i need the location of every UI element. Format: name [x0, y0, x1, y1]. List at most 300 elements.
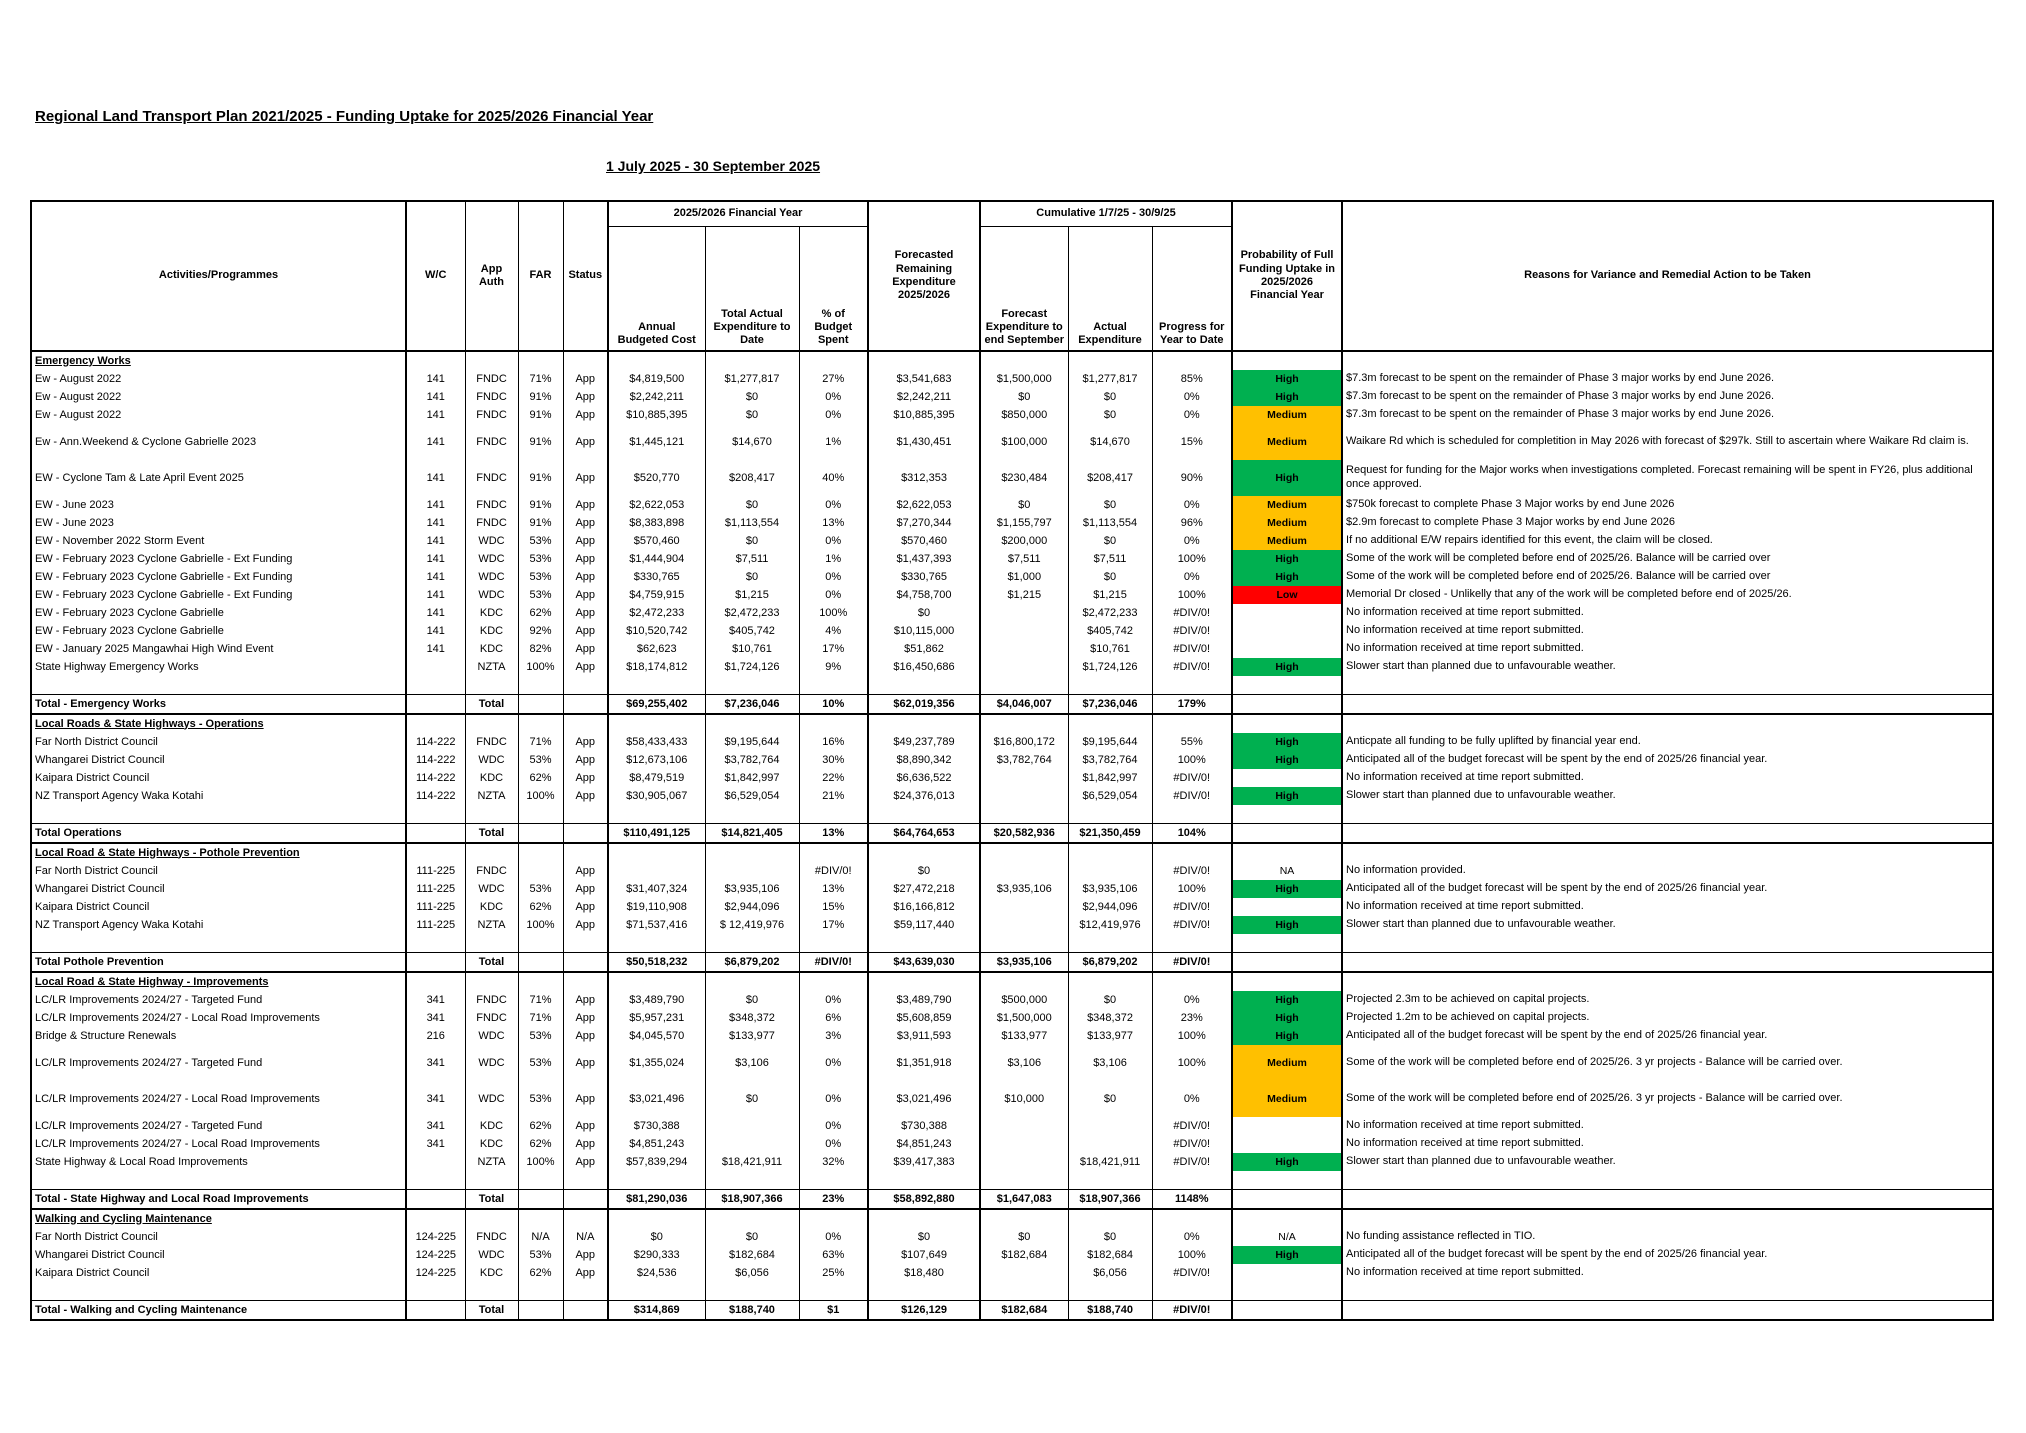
- table-row: [31, 640, 1993, 658]
- cell-budget: [608, 1171, 705, 1190]
- cell-actual: [1068, 1135, 1152, 1153]
- cell-actual: [1068, 805, 1152, 824]
- table-row: [31, 916, 1993, 934]
- cell-prog: [1152, 676, 1232, 695]
- cell-name: EW - June 2023: [31, 496, 406, 514]
- cell-auth: KDC: [465, 769, 518, 787]
- cell-status: App: [563, 1117, 608, 1135]
- cell-wc: 111-225: [406, 898, 465, 916]
- cell-sep: [980, 1282, 1068, 1301]
- cell-actual: $1,113,554: [1068, 514, 1152, 532]
- cell-sep: $0: [980, 1228, 1068, 1246]
- cell-rem: $51,862: [868, 640, 980, 658]
- cell-name: Kaipara District Council: [31, 1264, 406, 1282]
- cell-budget: $12,673,106: [608, 751, 705, 769]
- cell-actual: [1068, 843, 1152, 862]
- cell-wc: 341: [406, 991, 465, 1009]
- cell-wc: 114-222: [406, 733, 465, 751]
- cell-budget: $4,759,915: [608, 586, 705, 604]
- cell-far: 91%: [518, 388, 563, 406]
- cell-name: EW - February 2023 Cyclone Gabrielle - Ext Funding: [31, 550, 406, 568]
- cell-budget: [608, 714, 705, 733]
- cell-rem: $8,890,342: [868, 751, 980, 769]
- cell-prog: 100%: [1152, 1045, 1232, 1081]
- cell-name: LC/LR Improvements 2024/27 - Targeted Fund: [31, 1045, 406, 1081]
- cell-sep: [980, 1153, 1068, 1171]
- cell-name: Local Roads & State Highways - Operations: [31, 714, 406, 733]
- cell-far: [518, 676, 563, 695]
- cell-auth: KDC: [465, 1117, 518, 1135]
- col-header-forecast-exp-september: Forecast Expenditure to end September: [980, 227, 1068, 351]
- cell-pct: 21%: [799, 787, 868, 805]
- cell-name: Whangarei District Council: [31, 880, 406, 898]
- cell-wc: 114-222: [406, 751, 465, 769]
- cell-status: App: [563, 370, 608, 388]
- cell-reason: [1342, 1189, 1993, 1209]
- cell-prog: 100%: [1152, 550, 1232, 568]
- cell-prog: #DIV/0!: [1152, 1300, 1232, 1320]
- cell-sep: [980, 351, 1068, 370]
- cell-prob: High: [1232, 751, 1342, 769]
- cell-sep: $133,977: [980, 1027, 1068, 1045]
- cell-far: [518, 1189, 563, 1209]
- cell-actual: $2,472,233: [1068, 604, 1152, 622]
- cell-pct: 13%: [799, 823, 868, 843]
- cell-pct: 3%: [799, 1027, 868, 1045]
- cell-sep: $1,647,083: [980, 1189, 1068, 1209]
- cell-actual_td: $7,511: [705, 550, 799, 568]
- cell-prog: 0%: [1152, 991, 1232, 1009]
- cell-actual_td: $0: [705, 1081, 799, 1117]
- cell-reason: Memorial Dr closed - Unlikelly that any of the work will be completed before end of 2025/26.: [1342, 586, 1993, 604]
- cell-pct: 15%: [799, 898, 868, 916]
- cell-prog: #DIV/0!: [1152, 604, 1232, 622]
- cell-actual_td: $0: [705, 496, 799, 514]
- cell-far: [518, 805, 563, 824]
- cell-name: [31, 676, 406, 695]
- cell-actual_td: $6,879,202: [705, 952, 799, 972]
- cell-prog: [1152, 934, 1232, 953]
- cell-prog: #DIV/0!: [1152, 916, 1232, 934]
- cell-prob: [1232, 694, 1342, 714]
- cell-auth: WDC: [465, 880, 518, 898]
- cell-sep: $200,000: [980, 532, 1068, 550]
- cell-actual_td: $208,417: [705, 460, 799, 496]
- cell-prob: [1232, 1135, 1342, 1153]
- cell-sep: $1,500,000: [980, 370, 1068, 388]
- cell-actual: $348,372: [1068, 1009, 1152, 1027]
- cell-auth: [465, 972, 518, 991]
- total-row: [31, 694, 1993, 714]
- cell-actual_td: $0: [705, 406, 799, 424]
- cell-pct: [799, 676, 868, 695]
- cell-wc: [406, 1153, 465, 1171]
- cell-reason: $7.3m forecast to be spent on the remainder of Phase 3 major works by end June 2026.: [1342, 370, 1993, 388]
- cell-sep: [980, 1117, 1068, 1135]
- cell-auth: KDC: [465, 622, 518, 640]
- cell-reason: Projected 1.2m to be achieved on capital projects.: [1342, 1009, 1993, 1027]
- cell-sep: [980, 787, 1068, 805]
- cell-actual_td: $10,761: [705, 640, 799, 658]
- cell-name: Ew - August 2022: [31, 388, 406, 406]
- cell-rem: $49,237,789: [868, 733, 980, 751]
- cell-status: [563, 843, 608, 862]
- cell-rem: $730,388: [868, 1117, 980, 1135]
- cell-status: App: [563, 769, 608, 787]
- col-header-reasons: Reasons for Variance and Remedial Action to be Taken: [1342, 201, 1993, 351]
- cell-pct: [799, 1171, 868, 1190]
- cell-prog: 85%: [1152, 370, 1232, 388]
- cell-actual: [1068, 862, 1152, 880]
- cell-prog: #DIV/0!: [1152, 1264, 1232, 1282]
- cell-status: App: [563, 1264, 608, 1282]
- cell-actual_td: $14,821,405: [705, 823, 799, 843]
- cell-auth: [465, 351, 518, 370]
- cell-actual: $18,907,366: [1068, 1189, 1152, 1209]
- cell-rem: $3,541,683: [868, 370, 980, 388]
- cell-sep: [980, 676, 1068, 695]
- cell-pct: 0%: [799, 1045, 868, 1081]
- cell-prob: [1232, 1300, 1342, 1320]
- cell-status: [563, 972, 608, 991]
- cell-wc: 216: [406, 1027, 465, 1045]
- cell-auth: Total: [465, 694, 518, 714]
- cell-prob: High: [1232, 1009, 1342, 1027]
- cell-prog: #DIV/0!: [1152, 640, 1232, 658]
- cell-reason: Some of the work will be completed before end of 2025/26. 3 yr projects - Balance will be carried over.: [1342, 1045, 1993, 1081]
- col-header-progress-ytd: Progress for Year to Date: [1152, 227, 1232, 351]
- cell-far: 91%: [518, 406, 563, 424]
- cell-wc: 124-225: [406, 1246, 465, 1264]
- cell-prob: High: [1232, 658, 1342, 676]
- cell-rem: [868, 805, 980, 824]
- cell-actual: [1068, 1209, 1152, 1228]
- cell-status: [563, 694, 608, 714]
- cell-sep: $182,684: [980, 1300, 1068, 1320]
- cell-name: LC/LR Improvements 2024/27 - Local Road Improvements: [31, 1081, 406, 1117]
- cell-pct: 9%: [799, 658, 868, 676]
- cell-prob: [1232, 1171, 1342, 1190]
- cell-status: [563, 714, 608, 733]
- cell-auth: WDC: [465, 568, 518, 586]
- cell-wc: [406, 934, 465, 953]
- cell-auth: FNDC: [465, 370, 518, 388]
- cell-auth: [465, 934, 518, 953]
- cell-budget: $110,491,125: [608, 823, 705, 843]
- table-row: [31, 586, 1993, 604]
- cell-pct: [799, 843, 868, 862]
- cell-actual: [1068, 676, 1152, 695]
- cell-rem: $24,376,013: [868, 787, 980, 805]
- cell-actual_td: $2,944,096: [705, 898, 799, 916]
- cell-wc: 141: [406, 550, 465, 568]
- cell-auth: NZTA: [465, 1153, 518, 1171]
- cell-prob: [1232, 843, 1342, 862]
- cell-reason: Some of the work will be completed before end of 2025/26. 3 yr projects - Balance will be carried over.: [1342, 1081, 1993, 1117]
- cell-far: 92%: [518, 622, 563, 640]
- cell-auth: FNDC: [465, 991, 518, 1009]
- col-header-total-actual-expenditure: Total Actual Expenditure to Date: [705, 227, 799, 351]
- cell-prob: High: [1232, 568, 1342, 586]
- cell-reason: Anticipated all of the budget forecast will be spent by the end of 2025/26 financial year.: [1342, 1246, 1993, 1264]
- cell-actual_td: [705, 805, 799, 824]
- cell-wc: 111-225: [406, 880, 465, 898]
- cell-actual: $6,879,202: [1068, 952, 1152, 972]
- cell-prob: [1232, 622, 1342, 640]
- cell-prog: 0%: [1152, 1081, 1232, 1117]
- cell-far: 82%: [518, 640, 563, 658]
- table-row: [31, 1228, 1993, 1246]
- col-header-wc: W/C: [406, 201, 465, 351]
- cell-status: App: [563, 622, 608, 640]
- cell-rem: $0: [868, 604, 980, 622]
- cell-prob: High: [1232, 1153, 1342, 1171]
- cell-pct: 0%: [799, 991, 868, 1009]
- cell-prob: [1232, 1189, 1342, 1209]
- cell-rem: [868, 1171, 980, 1190]
- cell-auth: KDC: [465, 604, 518, 622]
- cell-actual_td: $405,742: [705, 622, 799, 640]
- cell-far: 91%: [518, 460, 563, 496]
- cell-prog: #DIV/0!: [1152, 898, 1232, 916]
- cell-wc: 341: [406, 1009, 465, 1027]
- cell-budget: $50,518,232: [608, 952, 705, 972]
- cell-wc: [406, 843, 465, 862]
- cell-rem: $107,649: [868, 1246, 980, 1264]
- cell-auth: KDC: [465, 898, 518, 916]
- cell-reason: No information received at time report submitted.: [1342, 622, 1993, 640]
- cell-rem: $4,758,700: [868, 586, 980, 604]
- spacer-row: [31, 934, 1993, 953]
- cell-auth: FNDC: [465, 514, 518, 532]
- cell-reason: No information received at time report submitted.: [1342, 1135, 1993, 1153]
- cell-wc: 114-222: [406, 769, 465, 787]
- cell-actual: $0: [1068, 568, 1152, 586]
- cell-sep: [980, 1171, 1068, 1190]
- cell-far: [518, 823, 563, 843]
- cell-prog: 0%: [1152, 532, 1232, 550]
- cell-prob: [1232, 1117, 1342, 1135]
- cell-auth: FNDC: [465, 406, 518, 424]
- cell-wc: 141: [406, 586, 465, 604]
- cell-budget: $570,460: [608, 532, 705, 550]
- cell-actual: $3,782,764: [1068, 751, 1152, 769]
- cell-name: Far North District Council: [31, 862, 406, 880]
- cell-prob: High: [1232, 991, 1342, 1009]
- cell-actual_td: $0: [705, 388, 799, 406]
- cell-far: [518, 351, 563, 370]
- cell-name: State Highway & Local Road Improvements: [31, 1153, 406, 1171]
- cell-actual_td: [705, 351, 799, 370]
- cell-status: App: [563, 1153, 608, 1171]
- cell-status: App: [563, 568, 608, 586]
- cell-prog: #DIV/0!: [1152, 622, 1232, 640]
- cell-name: EW - February 2023 Cyclone Gabrielle - Ext Funding: [31, 586, 406, 604]
- cell-budget: $314,869: [608, 1300, 705, 1320]
- cell-sep: $0: [980, 496, 1068, 514]
- cell-prob: [1232, 1264, 1342, 1282]
- cell-far: 53%: [518, 532, 563, 550]
- cell-wc: [406, 1300, 465, 1320]
- cell-far: [518, 952, 563, 972]
- cell-auth: KDC: [465, 640, 518, 658]
- cell-budget: $57,839,294: [608, 1153, 705, 1171]
- cell-actual: [1068, 934, 1152, 953]
- cell-auth: WDC: [465, 586, 518, 604]
- table-row: [31, 568, 1993, 586]
- cell-prob: Medium: [1232, 1045, 1342, 1081]
- table-row: [31, 370, 1993, 388]
- cell-sep: [980, 1135, 1068, 1153]
- cell-status: App: [563, 751, 608, 769]
- cell-pct: #DIV/0!: [799, 862, 868, 880]
- cell-rem: [868, 714, 980, 733]
- section-header-row: [31, 714, 1993, 733]
- cell-sep: $3,935,106: [980, 880, 1068, 898]
- cell-sep: [980, 769, 1068, 787]
- cell-far: [518, 972, 563, 991]
- cell-rem: [868, 676, 980, 695]
- cell-wc: 141: [406, 496, 465, 514]
- col-header-annual-budgeted-cost: Annual Budgeted Cost: [608, 227, 705, 351]
- table-row: [31, 604, 1993, 622]
- cell-status: App: [563, 496, 608, 514]
- cell-actual_td: $7,236,046: [705, 694, 799, 714]
- table-row: [31, 1009, 1993, 1027]
- cell-budget: $10,520,742: [608, 622, 705, 640]
- cell-pct: $1: [799, 1300, 868, 1320]
- table-row: [31, 658, 1993, 676]
- cell-actual_td: $1,113,554: [705, 514, 799, 532]
- cell-rem: $3,911,593: [868, 1027, 980, 1045]
- cell-wc: 341: [406, 1081, 465, 1117]
- cell-prob: Medium: [1232, 1081, 1342, 1117]
- cell-auth: WDC: [465, 1081, 518, 1117]
- cell-actual_td: $1,842,997: [705, 769, 799, 787]
- cell-actual: $1,842,997: [1068, 769, 1152, 787]
- cell-name: Emergency Works: [31, 351, 406, 370]
- cell-sep: $3,782,764: [980, 751, 1068, 769]
- cell-name: LC/LR Improvements 2024/27 - Targeted Fund: [31, 991, 406, 1009]
- cell-status: App: [563, 880, 608, 898]
- cell-reason: Slower start than planned due to unfavourable weather.: [1342, 1153, 1993, 1171]
- cell-status: App: [563, 640, 608, 658]
- cell-pct: [799, 972, 868, 991]
- cell-reason: [1342, 1282, 1993, 1301]
- cell-status: [563, 805, 608, 824]
- cell-budget: [608, 805, 705, 824]
- cell-rem: $62,019,356: [868, 694, 980, 714]
- cell-status: App: [563, 586, 608, 604]
- cell-auth: FNDC: [465, 424, 518, 460]
- cell-status: [563, 934, 608, 953]
- cell-auth: WDC: [465, 751, 518, 769]
- cell-name: Ew - Ann.Weekend & Cyclone Gabrielle 2023: [31, 424, 406, 460]
- section-header-row: [31, 1209, 1993, 1228]
- cell-budget: $3,021,496: [608, 1081, 705, 1117]
- table-row: [31, 1117, 1993, 1135]
- cell-status: App: [563, 550, 608, 568]
- cell-status: App: [563, 514, 608, 532]
- section-header-row: [31, 843, 1993, 862]
- cell-pct: 0%: [799, 496, 868, 514]
- cell-sep: [980, 934, 1068, 953]
- cell-sep: $3,106: [980, 1045, 1068, 1081]
- cell-auth: WDC: [465, 532, 518, 550]
- cell-auth: Total: [465, 952, 518, 972]
- cell-pct: [799, 351, 868, 370]
- cell-actual_td: [705, 1282, 799, 1301]
- cell-auth: WDC: [465, 550, 518, 568]
- cell-sep: [980, 805, 1068, 824]
- cell-prob: High: [1232, 916, 1342, 934]
- cell-actual_td: [705, 972, 799, 991]
- cell-sep: [980, 714, 1068, 733]
- cell-prog: #DIV/0!: [1152, 1117, 1232, 1135]
- cell-budget: [608, 1282, 705, 1301]
- cell-actual: [1068, 1282, 1152, 1301]
- cell-prog: [1152, 1209, 1232, 1228]
- cell-reason: Some of the work will be completed before end of 2025/26. Balance will be carried over: [1342, 550, 1993, 568]
- cell-auth: [465, 805, 518, 824]
- cell-far: 53%: [518, 880, 563, 898]
- cell-name: LC/LR Improvements 2024/27 - Local Road Improvements: [31, 1009, 406, 1027]
- cell-prog: #DIV/0!: [1152, 787, 1232, 805]
- cell-actual_td: $0: [705, 1228, 799, 1246]
- cell-rem: $3,021,496: [868, 1081, 980, 1117]
- cell-sep: $0: [980, 388, 1068, 406]
- cell-far: N/A: [518, 1228, 563, 1246]
- cell-budget: $1,355,024: [608, 1045, 705, 1081]
- cell-far: 62%: [518, 898, 563, 916]
- cell-wc: 141: [406, 640, 465, 658]
- cell-prob: High: [1232, 733, 1342, 751]
- cell-rem: [868, 843, 980, 862]
- cell-wc: 341: [406, 1117, 465, 1135]
- cell-budget: $10,885,395: [608, 406, 705, 424]
- cell-sep: $1,155,797: [980, 514, 1068, 532]
- cell-pct: 17%: [799, 916, 868, 934]
- cell-prob: [1232, 604, 1342, 622]
- cell-sep: $1,500,000: [980, 1009, 1068, 1027]
- cell-rem: $27,472,218: [868, 880, 980, 898]
- cell-budget: [608, 934, 705, 953]
- cell-name: EW - January 2025 Mangawhai High Wind Event: [31, 640, 406, 658]
- cell-sep: $182,684: [980, 1246, 1068, 1264]
- cell-status: App: [563, 787, 608, 805]
- cell-wc: [406, 714, 465, 733]
- cell-status: App: [563, 460, 608, 496]
- cell-rem: $312,353: [868, 460, 980, 496]
- cell-rem: $1,430,451: [868, 424, 980, 460]
- cell-budget: [608, 972, 705, 991]
- cell-actual: $405,742: [1068, 622, 1152, 640]
- cell-pct: [799, 934, 868, 953]
- cell-pct: 25%: [799, 1264, 868, 1282]
- cell-budget: $1,445,121: [608, 424, 705, 460]
- cell-wc: 111-225: [406, 862, 465, 880]
- cell-wc: 141: [406, 388, 465, 406]
- cell-wc: 141: [406, 532, 465, 550]
- cell-actual: [1068, 1117, 1152, 1135]
- cell-prob: High: [1232, 388, 1342, 406]
- cell-reason: No information received at time report submitted.: [1342, 604, 1993, 622]
- cell-name: Whangarei District Council: [31, 1246, 406, 1264]
- cell-far: 62%: [518, 604, 563, 622]
- cell-actual_td: $18,421,911: [705, 1153, 799, 1171]
- cell-far: 91%: [518, 424, 563, 460]
- cell-rem: [868, 972, 980, 991]
